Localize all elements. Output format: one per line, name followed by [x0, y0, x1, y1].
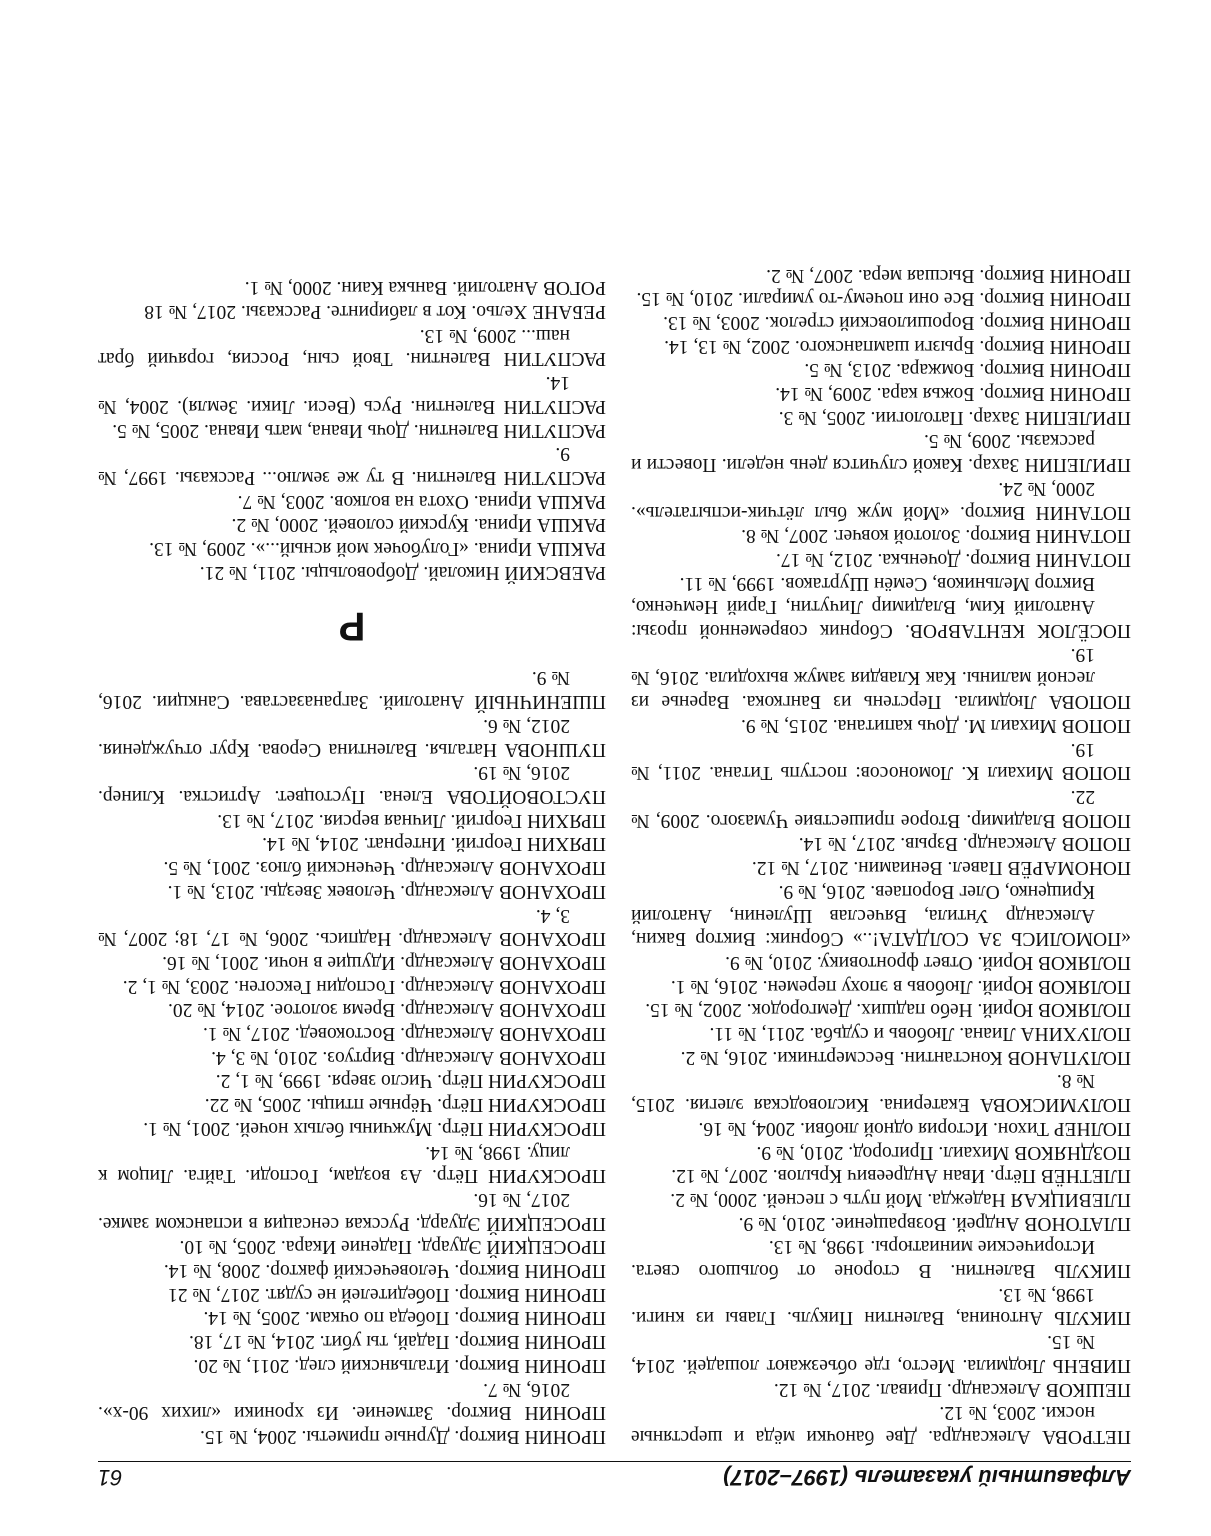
index-entry: РОГОВ Анатолий. Ванька Каин. 2000, № 1.	[244, 277, 606, 299]
index-entry: ПРОНИН Виктор. Затмение. Из хроники «лихих 90-х». 2016, № 7.	[98, 1378, 606, 1424]
index-entry: ПИКУЛЬ Валентин. В стороне от большого света. Исторические миниатюры. 1998, № 13.	[631, 1236, 1131, 1282]
index-entry: ПШЕНИЧНЫЙ Анатолий. Заграназастава. Санкции. 2016, № 9.	[98, 667, 606, 713]
index-entry: ПРОСЕЦКИЙ Эдуард. Падение Икара. 2005, № 10.	[179, 1236, 606, 1258]
index-entry: ПРОНИН Виктор. Победителей не судят. 2017, № 21	[168, 1283, 606, 1305]
index-entry: ПОЛЯКОВ Юрий. Ответ фронтовику. 2010, № 9.	[725, 951, 1131, 973]
index-entry: ПОЛУХИНА Лиана. Любовь и судьба. 2011, № 11.	[709, 1023, 1131, 1045]
section-letter: Р	[338, 603, 366, 648]
index-entry: ПОТАНИН Виктор. «Мой муж был лётчик-испытатель». 2000, № 24.	[631, 477, 1131, 523]
index-entry: ПРОНИН Виктор. Итальянский след. 2011, № 20.	[193, 1354, 606, 1376]
index-entry: ПОТАНИН Виктор. Доченька. 2012, № 17.	[775, 548, 1131, 570]
index-entry: ПРОНИН Виктор. Ворошиловский стрелок. 2003, № 13.	[663, 311, 1131, 333]
index-entry: ПРОХАНОВ Александр. Господин Гексоген. 2003, № 1, 2.	[122, 975, 606, 997]
index-entry: РАСПУТИН Валентин. В ту же землю... Рассказы. 1997, № 9.	[98, 443, 606, 488]
index-entry: ПИКУЛЬ Антонина, Валентин Пикуль. Главы из книги. 1998, № 13.	[631, 1283, 1131, 1329]
index-entry: ПРОХАНОВ Александр. Человек Звезды. 2013, № 1.	[167, 880, 606, 902]
page-number: 61	[98, 1465, 123, 1490]
index-entry: ПРОНИН Виктор. Человеческий фактор. 2008, № 14.	[163, 1260, 606, 1282]
index-entry: «ПОМОЛИСЬ ЗА СОЛДАТА!..» Сборник: Виктор Бакин, Александр Унтила, Вячеслав Шуленин, Анатолий Крищенко, Олег Воропаев. 2016, № 9.	[631, 880, 1131, 950]
index-entry: ПОПОВ Владимир. Второе пришествие Чумазого. 2009, № 22.	[631, 786, 1131, 831]
index-entry: ПРОХАНОВ Александр. Время золотое. 2014, № 20.	[168, 999, 606, 1021]
index-entry: ПРИЛЕПИН Захар. Какой случится день недели. Повести и рассказы. 2009, № 5.	[631, 430, 1131, 476]
index-entry: ПОЛЯКОВ Юрий. Небо падших. Демгородок. 2002, № 15.	[645, 999, 1131, 1021]
running-title: Алфавитный указатель (1997–2017)	[723, 1465, 1131, 1490]
index-entry: ПОПОВ Михаил К. Ломоносов: поступь Титана. 2011, № 19.	[631, 738, 1131, 784]
index-entry: РАКША Ирина. Курский соловей. 2000, № 2.	[231, 514, 606, 536]
index-entry: ПОНОМАРЁВ Павел. Вениамин. 2017, № 12.	[751, 857, 1131, 879]
index-entry: ПРОНИН Виктор. Все они почему-то умирали. 2010, № 15.	[636, 288, 1131, 310]
index-entry: ПРИЛЕПИН Захар. Патологии. 2005, № 3.	[778, 406, 1131, 428]
index-entry: ПОЛУМИСКОВА Екатерина. Кисловодская элегия. 2015, № 8.	[631, 1070, 1131, 1116]
index-entry: ПОЛУПАНОВ Константин. Бессмертники. 2016, № 2.	[680, 1046, 1131, 1068]
index-column-right	[98, 276, 606, 1448]
index-entry: ПРОНИН Виктор. Высшая мера. 2007, № 2.	[766, 264, 1131, 286]
index-entry: ПРОСКУРИН Пётр. Число зверя. 1999, № 1, 2.	[215, 1070, 606, 1092]
index-entry: ПОПОВ Михаил М. Дочь капитана. 2015, № 9.	[741, 714, 1131, 736]
index-entry: ПРОНИН Виктор. Победа по очкам. 2005, № 14.	[203, 1307, 606, 1329]
index-entry: РАСПУТИН Валентин. Русь (Веси. Лики. Земля). 2004, № 14.	[98, 372, 606, 417]
index-entry: ПРОХАНОВ Александр. Надпись. 2006, № 17, 18; 2007, № 3, 4.	[98, 904, 606, 950]
index-entry: ПРЯХИН Георгий. Личная версия. 2017, № 13.	[217, 809, 606, 831]
index-entry: ПРОХАНОВ Александр. Идущие в ночи. 2001, № 16.	[162, 951, 606, 973]
index-entry: ПЛАТОНОВ Андрей. Возвращение. 2010, № 9.	[738, 1212, 1131, 1234]
index-entry: ПРОНИН Виктор. Падай, ты убит. 2014, № 17, 18.	[188, 1331, 606, 1353]
index-entry: ПРОХАНОВ Александр. Чеченский блюз. 2001, № 5.	[163, 857, 606, 879]
index-entry: ПИВЕНЬ Людмила. Место, где объезжают лошадей. 2014, № 15.	[631, 1331, 1131, 1376]
index-entry: РАСПУТИН Валентин. Дочь Ивана, мать Ивана. 2005, № 5.	[112, 419, 606, 441]
index-entry: ПРОХАНОВ Александр. Востоковед. 2017, № 1.	[203, 1023, 606, 1045]
index-entry: РАЕВСКИЙ Николай. Добровольцы. 2011, № 21.	[199, 561, 606, 583]
index-entry: ПЕТРОВА Александра. Две баночки мёда и шерстяные носки. 2003, № 12.	[631, 1402, 1131, 1447]
index-entry: ПОТАНИН Виктор. Золотой ковчег. 2007, № 8.	[741, 525, 1131, 547]
index-entry: ПОЛНЕР Тихон. История одной любви. 2004, № 16.	[698, 1117, 1131, 1139]
index-entry: ПОПОВ Александр. Взрыв. 2017, № 14.	[798, 833, 1131, 855]
index-entry: ПОПОВА Людмила. Перстень из Бангкока. Варенье из лесной малины. Как Клавдия замуж выходила. 2016, № 19.	[631, 643, 1131, 713]
index-entry: ПЛЕТНЁВ Пётр. Иван Андреевич Крылов. 2007, № 12.	[671, 1165, 1131, 1187]
index-entry: ПОЛЯКОВ Юрий. Любовь в эпоху перемен. 2016, № 1.	[670, 975, 1131, 997]
index-entry: ПУСТОВОЙТОВА Елена. Пустоцвет. Артистка. Клинер. 2016, № 19.	[98, 762, 606, 808]
running-header	[98, 1461, 1131, 1498]
index-entry: ПУШНОВА Наталья. Валентина Серова. Круг отчуждения. 2012, № 6.	[98, 714, 606, 760]
index-entry: ПРОНИН Виктор. Божья кара. 2009, № 14.	[775, 383, 1131, 405]
index-entry: ПРОНИН Виктор. Брызги шампанского. 2002, № 13, 14.	[664, 335, 1131, 357]
index-entry: ПРОСЕЦКИЙ Эдуард. Русская сенсация в испанском замке. 2017, № 16.	[98, 1188, 606, 1234]
index-entry: ПОЗДНЯКОВ Михаил. Пригород. 2010, № 9.	[756, 1141, 1131, 1163]
index-entry: РАСПУТИН Валентин. Твой сын, Россия, горячий брат наш... 2009, № 13.	[98, 324, 606, 370]
index-entry: ПРОХАНОВ Александр. Виртуоз. 2010, № 3, 4.	[211, 1046, 606, 1068]
index-entry: ПЛЕВИЦКАЯ Надежда. Мой путь с песней. 2000, № 2.	[670, 1188, 1131, 1210]
index-entry: ПОСЁЛОК КЕНТАВРОВ. Сборник современной прозы: Анатолий Ким, Владимир Личутин, Гарий Немченко, Виктор Мельников, Семён Шуртаков. 1999, № 11.	[631, 572, 1131, 642]
index-entry: РАКША Ирина. Охота на волков. 2003, № 7.	[237, 490, 606, 512]
index-entry: ПРОНИН Виктор. Бомжара. 2013, № 5.	[804, 359, 1131, 381]
index-entry: ПРОНИН Виктор. Дурные приметы. 2004, № 15.	[199, 1426, 606, 1447]
index-entry: ПРЯХИН Георгий. Интернат. 2014, № 14.	[262, 833, 606, 855]
index-entry: РАКША Ирина. «Голубочек мой ясный...». 2009, № 13.	[149, 538, 606, 560]
index-entry: ПЕШКОВ Александр. Привал. 2017, № 12.	[773, 1378, 1131, 1400]
index-column-left	[631, 263, 1131, 1448]
index-entry: РЕБАНЕ Хельо. Кот в лабиринте. Рассказы. 2017, № 18	[144, 301, 606, 323]
index-entry: ПРОСКУРИН Пётр. Аз воздам, Господи. Тайга. Лицом к лицу. 1998, № 14.	[98, 1141, 606, 1187]
index-entry: ПРОСКУРИН Пётр. Чёрные птицы. 2005, № 22.	[204, 1094, 606, 1116]
index-entry: ПРОСКУРИН Пётр. Мужчины белых ночей. 2001, № 1.	[143, 1117, 606, 1139]
